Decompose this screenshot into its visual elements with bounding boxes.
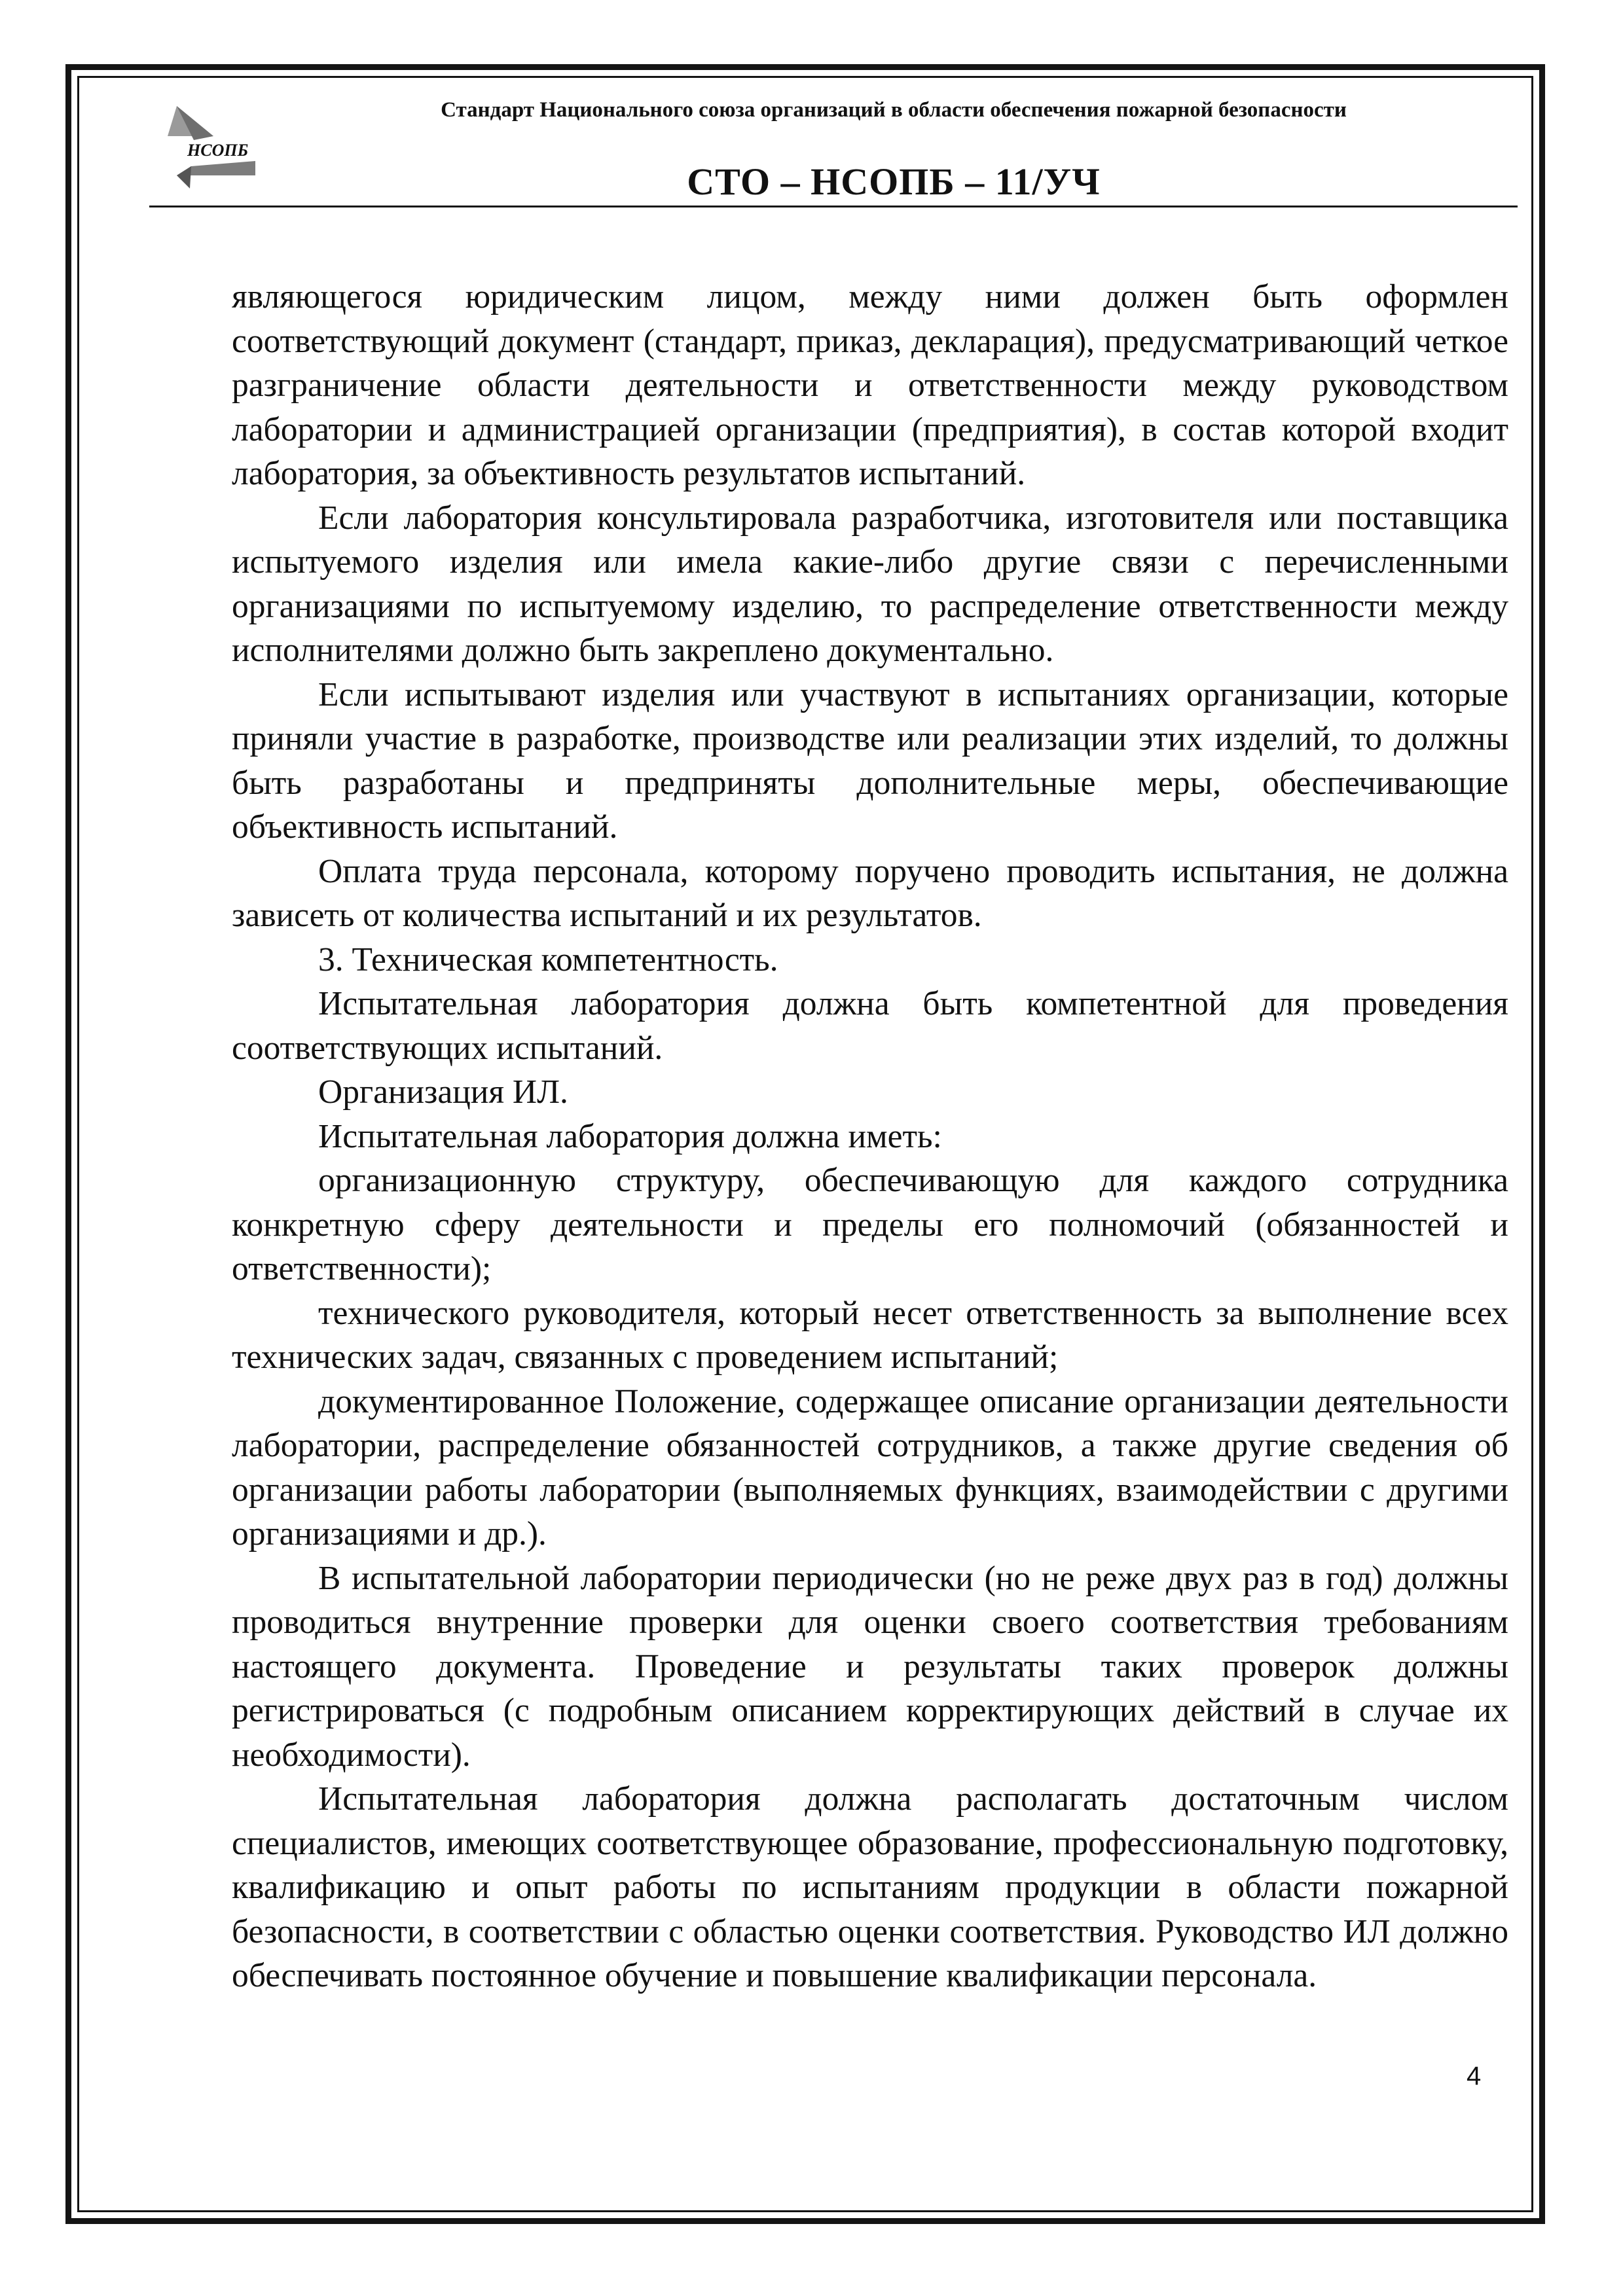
section-heading: 3. Техническая компетентность. [318,941,778,978]
nsopb-logo-icon [157,98,268,196]
document-code: СТО – НСОПБ – 11/УЧ [687,160,1101,203]
paragraph: Испытательная лаборатория должна быть компетентной для проведения соответствующих испытаний. [232,985,1508,1067]
page-number: 4 [1467,2062,1482,2090]
paragraph: Если лаборатория консультировала разработчика, изготовителя или поставщика испытуемого изделия или имела какие-либо другие связи с перечисленными организациями по испытуемому изделию, то распределение ответственности между исполнителями должно быть закреплено документально. [232,499,1508,669]
paragraph: Если испытывают изделия или участвуют в испытаниях организации, которые приняли участие в разработке, производстве или реализации этих изделий, то должны быть разработаны и предприняты дополнительные меры, обеспечивающие объективность испытаний. [232,675,1508,846]
paragraph: Испытательная лаборатория должна иметь: [318,1117,942,1155]
paragraph: В испытательной лаборатории периодически (но не реже двух раз в год) должны проводиться внутренние проверки для оценки своего соответствия требованиям настоящего документа. Проведение и результаты таких проверок должны регистрироваться (с подробным описанием корректирующих действий в случае их необходимости). [232,1559,1508,1774]
paragraph: Организация ИЛ. [318,1073,568,1111]
header-divider [149,206,1518,207]
list-item: документированное Положение, содержащее описание организации деятельности лаборатории, распределение обязанностей сотрудников, а также другие сведения об организации работы лаборатории (выполняемых функциях, взаимодействии с другими организациями и др.). [232,1382,1508,1552]
list-item: технического руководителя, который несет ответственность за выполнение всех технических задач, связанных с проведением испытаний; [232,1294,1508,1376]
body-text [232,275,1508,1998]
paragraph: Испытательная лаборатория должна располагать достаточным числом специалистов, имеющих соответствующее образование, профессиональную подготовку, квалификацию и опыт работы по испытаниям продукции в области пожарной безопасности, в соответствии с областью оценки соответствия. Руководство ИЛ должно обеспечивать постоянное обучение и повышение квалификации персонала. [232,1780,1508,1994]
paragraph: являющегося юридическим лицом, между ними должен быть оформлен соответствующий документ (стандарт, приказ, декларация), предусматривающий четкое разграничение области деятельности и ответственности между руководством лаборатории и администрацией организации (предприятия), в состав которой входит лаборатория, за объективность результатов испытаний. [232,278,1508,492]
list-item: организационную структуру, обеспечивающую для каждого сотрудника конкретную сферу деятельности и пределы его полномочий (обязанностей и ответственности); [232,1162,1508,1287]
paragraph: Оплата труда персонала, которому поручено проводить испытания, не должна зависеть от количества испытаний и их результатов. [232,852,1508,934]
header-title: Стандарт Национального союза организаций в области обеспечения пожарной безопасности [441,98,1347,122]
logo-text: НСОПБ [187,141,249,160]
